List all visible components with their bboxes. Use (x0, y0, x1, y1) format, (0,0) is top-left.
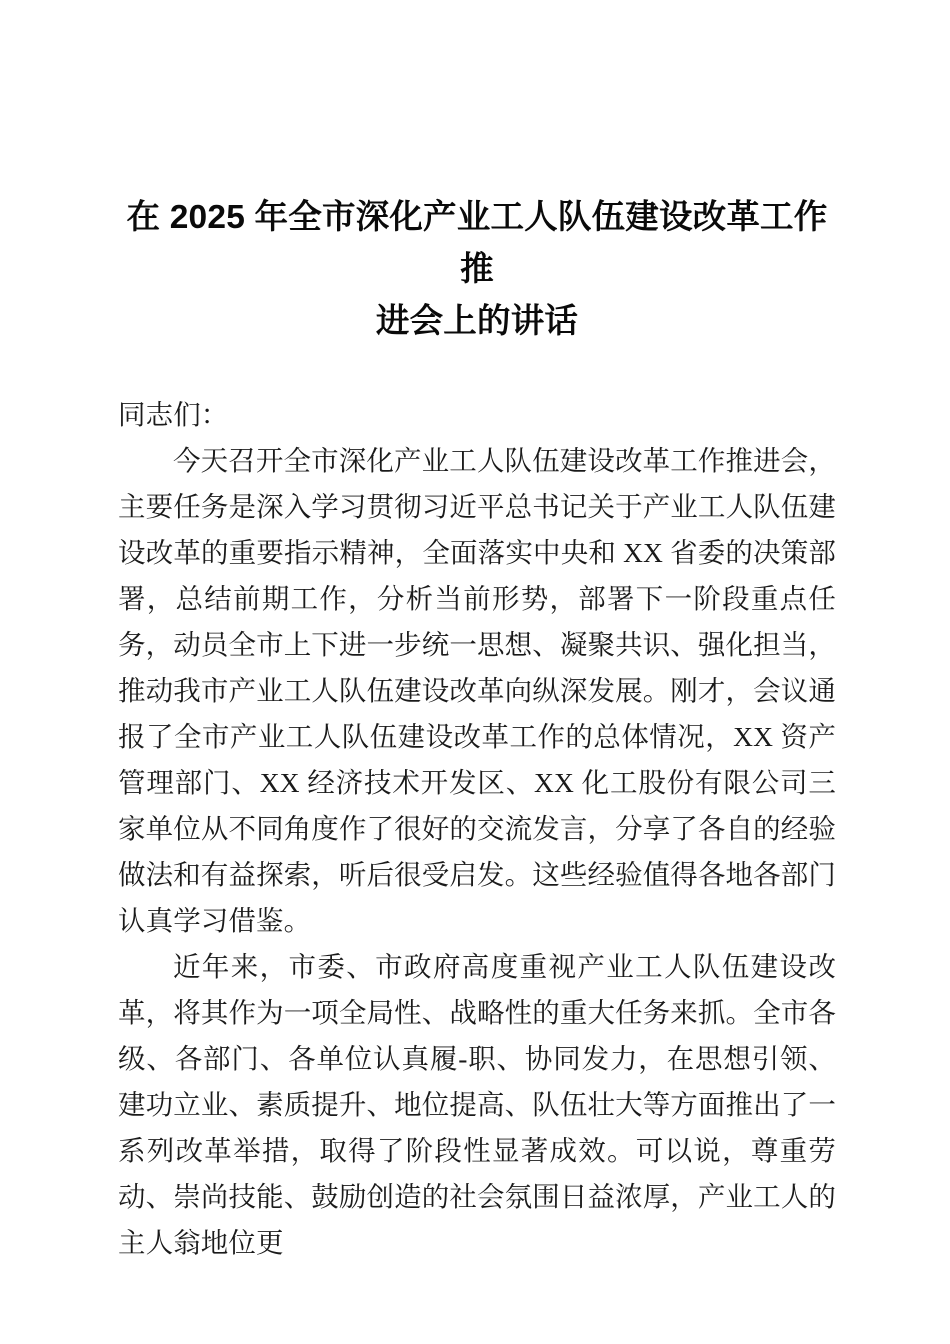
page-title (118, 0, 836, 348)
page-title-line-1: 在 2025 年全市深化产业工人队伍建设改革工作推 (126, 199, 828, 288)
body-paragraph-1: 今天召开全市深化产业工人队伍建设改革工作推进会，主要任务是深入学习贯彻习近平总书记关于产业工人队伍建设改革的重要指示精神，全面落实中央和 XX 省委的决策部署，总结前期工作，分析当前形势，部署下一阶段重点任务，动员全市上下进一步统一思想、凝聚共识、强化担当，推动我市产业工人队伍建设改革向纵深发展。刚才，会议通报了全市产业工人队伍建设改革工作的总体情况，XX 资产管理部门、XX 经济技术开发区、XX 化工股份有限公司三家单位从不同角度作了很好的交流发言，分享了各自的经验做法和有益探索，听后很受启发。这些经验值得各地各部门认真学习借鉴。 (118, 445, 836, 936)
salutation: 同志们： (118, 399, 229, 430)
document-content (118, 0, 836, 1266)
page-title-line-2: 进会上的讲话 (375, 303, 579, 340)
document-body (118, 392, 836, 1266)
body-paragraph-2: 近年来，市委、市政府高度重视产业工人队伍建设改革，将其作为一项全局性、战略性的重大任务来抓。全市各级、各部门、各单位认真履-职、协同发力，在思想引领、建功立业、素质提升、地位提高、队伍壮大等方面推出了一系列改革举措，取得了阶段性显著成效。可以说，尊重劳动、崇尚技能、鼓励创造的社会氛围日益浓厚，产业工人的主人翁地位更 (118, 951, 836, 1258)
